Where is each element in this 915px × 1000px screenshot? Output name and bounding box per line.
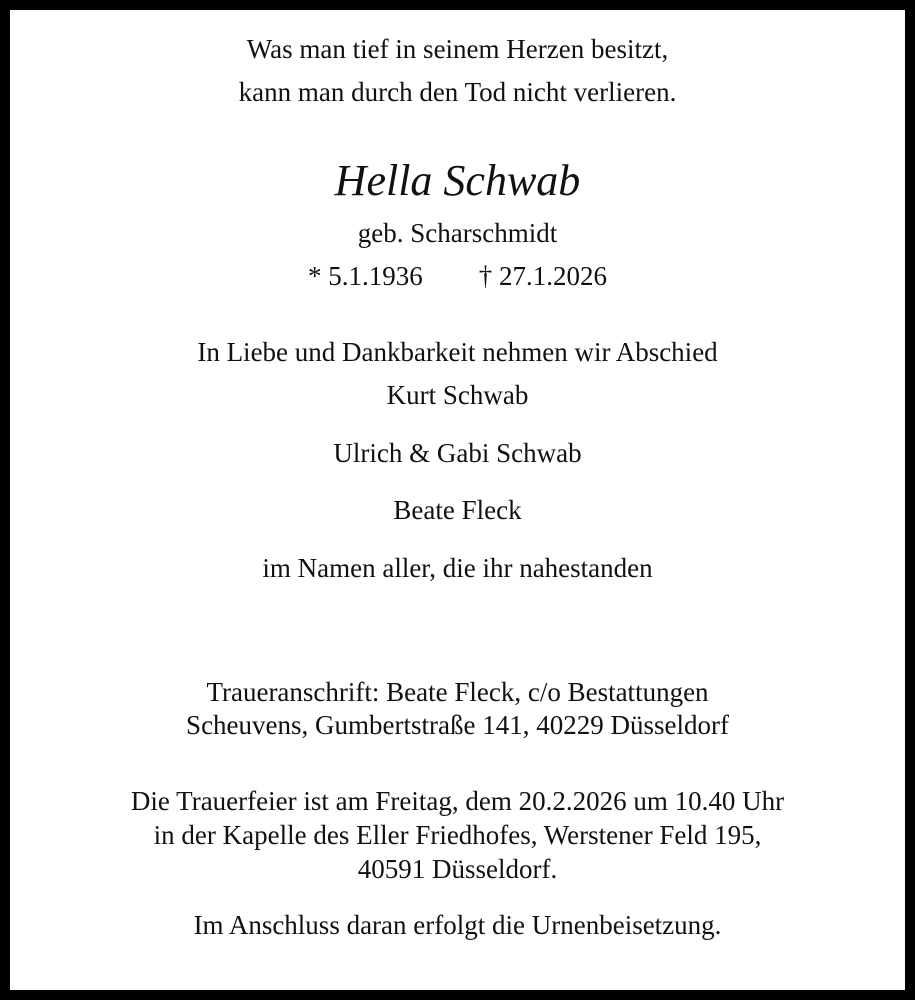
birth-date: * 5.1.1936 [308, 261, 423, 291]
ceremony-line-2: in der Kapelle des Eller Friedhofes, Werstener Feld 195, [153, 820, 762, 850]
life-dates [10, 259, 905, 293]
address-line-2: Scheuvens, Gumbertstraße 141, 40229 Düsseldorf [186, 710, 729, 740]
mourner-2: Ulrich & Gabi Schwab [333, 438, 582, 468]
maiden-name: geb. Scharschmidt [357, 218, 558, 248]
farewell-closing: im Namen aller, die ihr nahestanden [262, 553, 653, 583]
deceased-name: Hella Schwab [334, 156, 581, 205]
address-line-1: Traueranschrift: Beate Fleck, c/o Bestattungen [206, 677, 709, 707]
death-date: † 27.1.2026 [478, 261, 607, 291]
farewell-intro: In Liebe und Dankbarkeit nehmen wir Abschied [197, 337, 718, 367]
quote-line-1: Was man tief in seinem Herzen besitzt, [246, 34, 669, 64]
obituary-card [10, 10, 905, 990]
mourner-3: Beate Fleck [393, 495, 522, 525]
ceremony-note: Im Anschluss daran erfolgt die Urnenbeisetzung. [193, 910, 722, 940]
ceremony-line-3: 40591 Düsseldorf. [357, 854, 558, 884]
ceremony-line-1: Die Trauerfeier ist am Freitag, dem 20.2.2026 um 10.40 Uhr [130, 786, 785, 816]
quote-line-2: kann man durch den Tod nicht verlieren. [238, 77, 677, 107]
mourner-1: Kurt Schwab [386, 380, 529, 410]
